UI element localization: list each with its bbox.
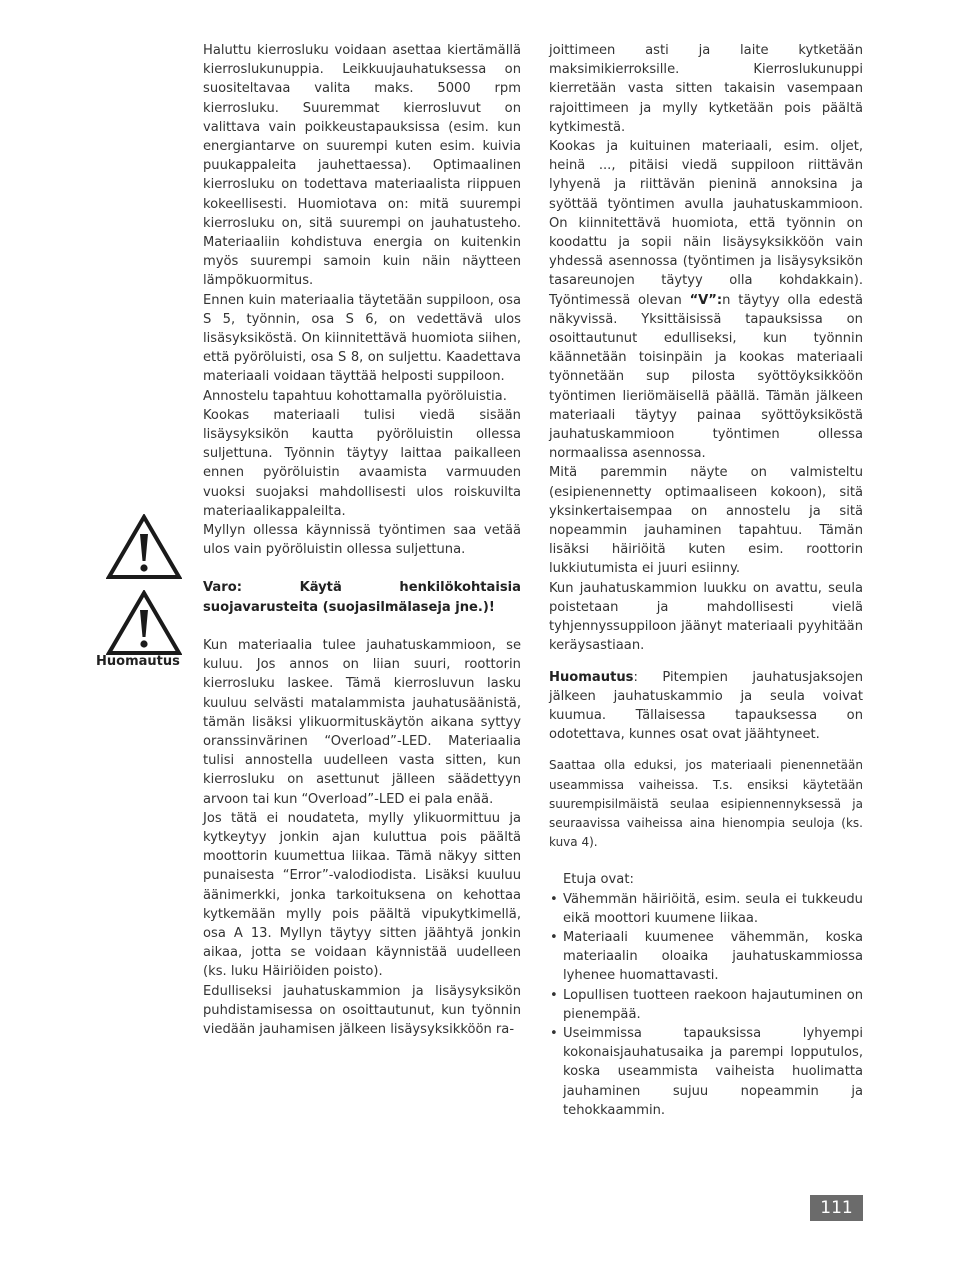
note-text: : Pitempien jauhatusjaksojen jälkeen jauhatuskammio ja seula voivat kuumua. Tällaisessa tapauksessa on odotettava, kunnes osat ovat jäähtyneet. xyxy=(549,669,863,743)
page-number: 111 xyxy=(810,1195,863,1221)
bullet-icon: • xyxy=(550,987,558,1003)
text-run: Kookas ja kuituinen materiaali, esim. oljet, heinä ..., pitäisi viedä suppiloon riittävän lyhyenä ja riittävän pieninä annoksina ja syöttää työntimen avulla jauhatuskammioon. On kiinnitettävä huomiota, että työnnin on koodattu ja sopii näin lisäysyksikköön vain yhdessä asennossa (työntimen ja lisäysyksikön tasareunojen täytyy olla kohdakkain). Työntimessä olevan xyxy=(549,139,863,308)
paragraph: Edulliseksi jauhatuskammion ja lisäysyksikön puhdistamisessa on osoittautunut, kun työnnin viedään jauhamisen jälkeen lisäysyksikköön ra- xyxy=(203,983,521,1037)
paragraph: joittimeen asti ja laite kytketään maksimikierroksille. Kierroslukunuppi kierretään vasta sitten takaisin vasempaan rajoittimeen ja mylly kytketään pois päältä kytkimestä. xyxy=(549,43,863,135)
text-run: n täytyy olla edestä näkyvissä. Yksittäisissä tapauksissa on osoittautunut edulliseksi, kun työnnin käännetään toisinpäin ja kookas materiaali työnnetään sup pilosta syöttöyksikköön työntimen lieriömäisellä päällä. Tämän jälkeen materiaali täytyy painaa syöttöyksiköstä jauhatuskammioon työntimen ollessa normaalissa asennossa. xyxy=(549,292,863,462)
list-item xyxy=(549,1024,863,1120)
paragraph: Ennen kuin materiaalia täytetään suppiloon, osa S 5, työnnin, osa S 6, on vedettävä ulos lisäsyksiköstä. On kiinnitettävä huomiota siihen, että pyöröluisti, osa S 8, on suljettu. Kaadettava materiaali voidaan täyttää helposti suppiloon. xyxy=(203,292,521,385)
list-item-text: Useimmissa tapauksissa lyhyempi kokonaisjauhatusaika ja parempi lopputulos, koska useammista vaiheista huolimatta jauhaminen sujuu nopeammin ja tehokkaammin. xyxy=(563,1025,863,1118)
warning-triangle-icon xyxy=(106,514,182,580)
paragraph: Haluttu kierrosluku voidaan asettaa kiertämällä kierroslukunuppia. Leikkuujauhatuksessa on suositeltavaa valita maks. 5000 rpm kierrosluku. Suuremmat kierrosluvut on valittava vain poikkeustapauksissa (esim. kun energiantarve on suurempi kuten esim. kuivia puukappaleita jauhettaessa). Optimaalinen kierrosluku on todettava materiaalista riippuen kokeellisesti. Huomiotava on: mitä suurempi kierrosluku on, sitä suurempi on jauhatusteho. Materiaaliin kohdistuva energia on kuitenkin myös suurempi samoin kuin näin näytteen lämpökuormitus. xyxy=(203,43,521,289)
paragraph: Kookas materiaali tulisi viedä sisään lisäysyksikön kautta pyöröluistin ollessa suljettuna. Työnnin täytyy laittaa paikalleen ennen pyöröluistin avaamista varmuuden vuoksi suojaksi mahdollisesti ulos roiskuvilta materiaalikappaleilta. xyxy=(203,407,521,519)
note-paragraph xyxy=(549,668,863,745)
paragraph: Annostelu tapahtuu kohottamalla pyöröluistia. xyxy=(203,388,507,404)
small-note: Saattaa olla eduksi, jos materiaali pienennetään useammissa vaiheissa. T.s. ensiksi käytetään suurempisilmäistä seulaa esipiennennyksessä ja seuraavissa vaiheissa aina hienompia seuloja (ks. kuva 4). xyxy=(549,758,863,850)
paragraph: Kun jauhatuskammion luukku on avattu, seula poistetaan ja mahdollisesti vielä tyhjennyssuppiloon jäänyt materiaali pyyhitään keräysastiaan. xyxy=(549,580,863,654)
paragraph xyxy=(549,137,863,463)
list-item-text: Vähemmän häiriöitä, esim. seula ei tukkeudu eikä moottori kuumene liikaa. xyxy=(563,891,863,926)
v-mark-label: “V”: xyxy=(689,292,723,308)
margin-note-label: Huomautus xyxy=(96,654,180,669)
list-item-text: Lopullisen tuotteen raekoon hajautuminen on pienempää. xyxy=(563,987,863,1022)
list-item xyxy=(549,928,863,986)
paragraph: Myllyn ollessa käynnissä työntimen saa vetää ulos vain pyöröluistin ollessa suljettuna. xyxy=(203,523,521,558)
bullet-icon: • xyxy=(550,929,558,945)
benefits-intro: Etuja ovat: xyxy=(563,872,634,888)
left-column xyxy=(203,41,521,1039)
right-column xyxy=(549,41,863,1120)
bullet-icon: • xyxy=(550,1025,558,1041)
safety-warning: Varo: Käytä henkilökohtaisia suojavarusteita (suojasilmälaseja jne.)! xyxy=(203,580,521,615)
paragraph: Kun materiaalia tulee jauhatuskammioon, se kuluu. Jos annos on liian suuri, roottorin kierrosluku laskee. Tämä kierrosluvun lasku kuuluu selvästi matalammista jauhatusäänistä, tämän lisäksi ylikuormituskäytön aikana syttyy oranssinvärinen “Overload”-LED. Materiaalia tulisi annostella uudelleen vasta sitten, kun kierrosluku on asettunut jälleen säädettyyn arvoon tai kun “Overload”-LED ei pala enää. xyxy=(203,637,521,807)
paragraph: Jos tätä ei noudateta, mylly ylikuormittuu ja kytkeytyy jonkin ajan kuluttua pois päältä moottorin kuumettua liikaa. Tämä näkyy sitten punaisesta “Error”-valodiodista. Lisäksi kuuluu äänimerkki, jonka tarkoituksena on kehottaa kytkemään mylly pois päältä vipukytkimellä, osa A 13. Myllyn täytyy sitten jäähtyä jonkin aikaa, jotta se voidaan käynnistää uudelleen (ks. luku Häiriöiden poisto). xyxy=(203,810,521,980)
paragraph: Mitä paremmin näyte on valmisteltu (esipienennetty optimaaliseen kokoon), sitä yksinkertaisempaa on annostelu ja sitä nopeammin jauhaminen tapahtuu. Tämän lisäksi häiriöitä kuten esim. roottorin lukkiutumista ei juuri esiinny. xyxy=(549,465,863,577)
note-label: Huomautus xyxy=(549,669,634,685)
list-item xyxy=(549,890,863,928)
list-item xyxy=(549,986,863,1024)
warning-triangle-icon xyxy=(106,590,182,656)
bullet-icon: • xyxy=(550,891,558,907)
benefits-list xyxy=(549,890,863,1120)
list-item-text: Materiaali kuumenee vähemmän, koska materiaalin oloaika jauhatuskammiossa lyhenee huomattavasti. xyxy=(563,929,863,984)
